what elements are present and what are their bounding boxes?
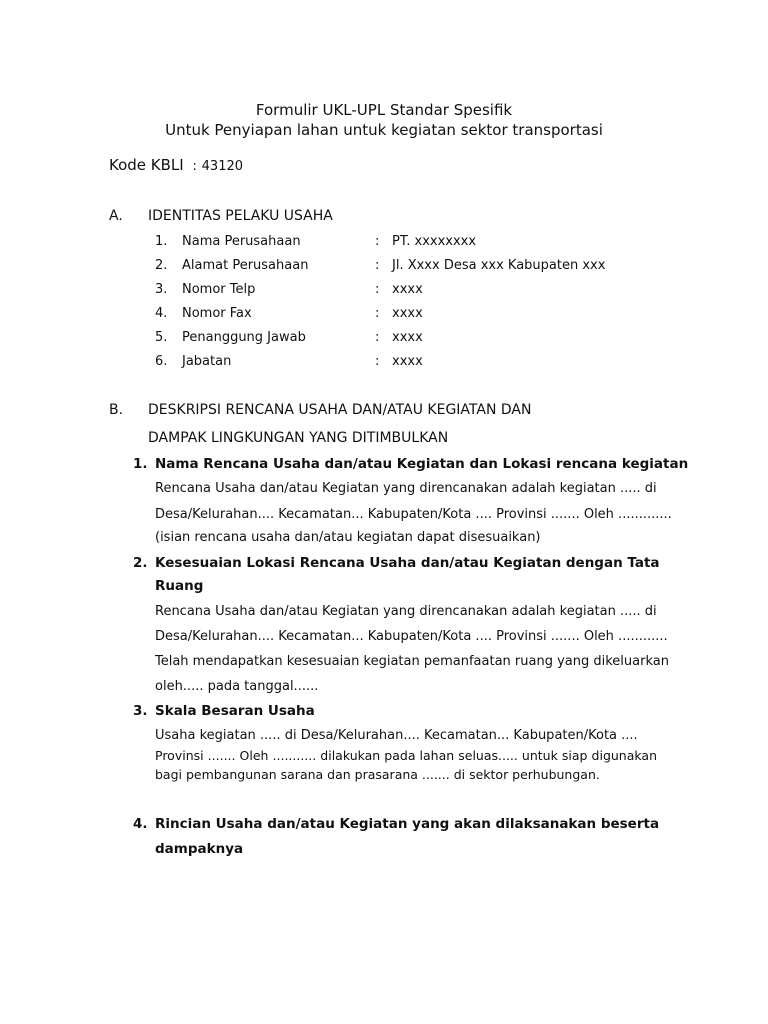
subsection-heading: Kesesuaian Lokasi Rencana Usaha dan/atau Kegiatan dengan Tata — [155, 555, 660, 571]
row-number: 2. — [155, 258, 168, 273]
row-colon: : — [375, 354, 380, 369]
row-value: Jl. Xxxx Desa xxx Kabupaten xxx — [392, 258, 606, 273]
subsection-number: 2. — [133, 555, 148, 571]
section-a-heading: IDENTITAS PELAKU USAHA — [148, 208, 333, 224]
subsection-number: 3. — [133, 703, 148, 719]
row-value: xxxx — [392, 330, 423, 345]
paragraph-line: oleh..... pada tanggal...... — [155, 679, 319, 694]
row-label: Nomor Telp — [182, 282, 256, 297]
row-label: Alamat Perusahaan — [182, 258, 309, 273]
paragraph-line: Rencana Usaha dan/atau Kegiatan yang direncanakan adalah kegiatan ..... di — [155, 481, 657, 496]
document-title: Formulir UKL-UPL Standar Spesifik — [255, 101, 513, 119]
section-b-letter: B. — [109, 402, 124, 418]
subsection-heading: Skala Besaran Usaha — [155, 703, 315, 719]
kode-label: Kode KBLI — [109, 156, 184, 174]
row-number: 4. — [155, 306, 168, 321]
paragraph-line: Desa/Kelurahan.... Kecamatan... Kabupaten/Kota .... Provinsi ....... Oleh ............. — [155, 507, 672, 522]
row-value: xxxx — [392, 306, 423, 321]
row-number: 6. — [155, 354, 168, 369]
kode-value: 43120 — [201, 159, 244, 174]
paragraph-line: Desa/Kelurahan.... Kecamatan... Kabupaten/Kota .... Provinsi ....... Oleh ............ — [155, 629, 668, 644]
subsection-heading: Rincian Usaha dan/atau Kegiatan yang akan dilaksanakan beserta — [155, 816, 660, 832]
document-subtitle: Untuk Penyiapan lahan untuk kegiatan sektor transportasi — [165, 121, 603, 139]
row-number: 1. — [155, 234, 168, 249]
row-label: Nama Perusahaan — [182, 234, 301, 249]
kode-kbli — [109, 156, 243, 174]
section-a-letter: A. — [109, 208, 123, 224]
row-label: Jabatan — [182, 354, 232, 369]
row-number: 3. — [155, 282, 168, 297]
row-colon: : — [375, 282, 380, 297]
row-label: Nomor Fax — [182, 306, 252, 321]
subsection-heading-cont: Ruang — [155, 578, 204, 594]
row-colon: : — [375, 234, 380, 249]
row-colon: : — [375, 258, 380, 273]
paragraph-line: Telah mendapatkan kesesuaian kegiatan pemanfaatan ruang yang dikeluarkan — [155, 654, 669, 669]
subsection-heading: Nama Rencana Usaha dan/atau Kegiatan dan Lokasi rencana kegiatan — [155, 456, 689, 472]
paragraph: Provinsi ....... Oleh ........... dilakukan pada lahan seluas..... untuk siap digunakan bagi pembangunan sarana dan prasarana ....... di sektor perhubungan. — [155, 748, 657, 782]
row-value: xxxx — [392, 354, 423, 369]
paragraph-note: (isian rencana usaha dan/atau kegiatan dapat disesuaikan) — [155, 530, 541, 545]
paragraph-line: Usaha kegiatan ..... di Desa/Kelurahan.... Kecamatan... Kabupaten/Kota .... — [155, 728, 638, 743]
section-b-heading-cont: DAMPAK LINGKUNGAN YANG DITIMBULKAN — [148, 430, 449, 446]
row-colon: : — [375, 330, 380, 345]
kode-separator: : — [192, 159, 197, 174]
row-label: Penanggung Jawab — [182, 330, 306, 345]
row-number: 5. — [155, 330, 168, 345]
subsection-number: 1. — [133, 456, 148, 472]
subsection-number: 4. — [133, 816, 148, 832]
subsection-heading-cont: dampaknya — [155, 841, 244, 857]
paragraph-line: Rencana Usaha dan/atau Kegiatan yang direncanakan adalah kegiatan ..... di — [155, 604, 657, 619]
row-value: xxxx — [392, 282, 423, 297]
section-b-heading: DESKRIPSI RENCANA USAHA DAN/ATAU KEGIATAN DAN — [148, 402, 532, 418]
row-colon: : — [375, 306, 380, 321]
row-value: PT. xxxxxxxx — [392, 234, 477, 249]
